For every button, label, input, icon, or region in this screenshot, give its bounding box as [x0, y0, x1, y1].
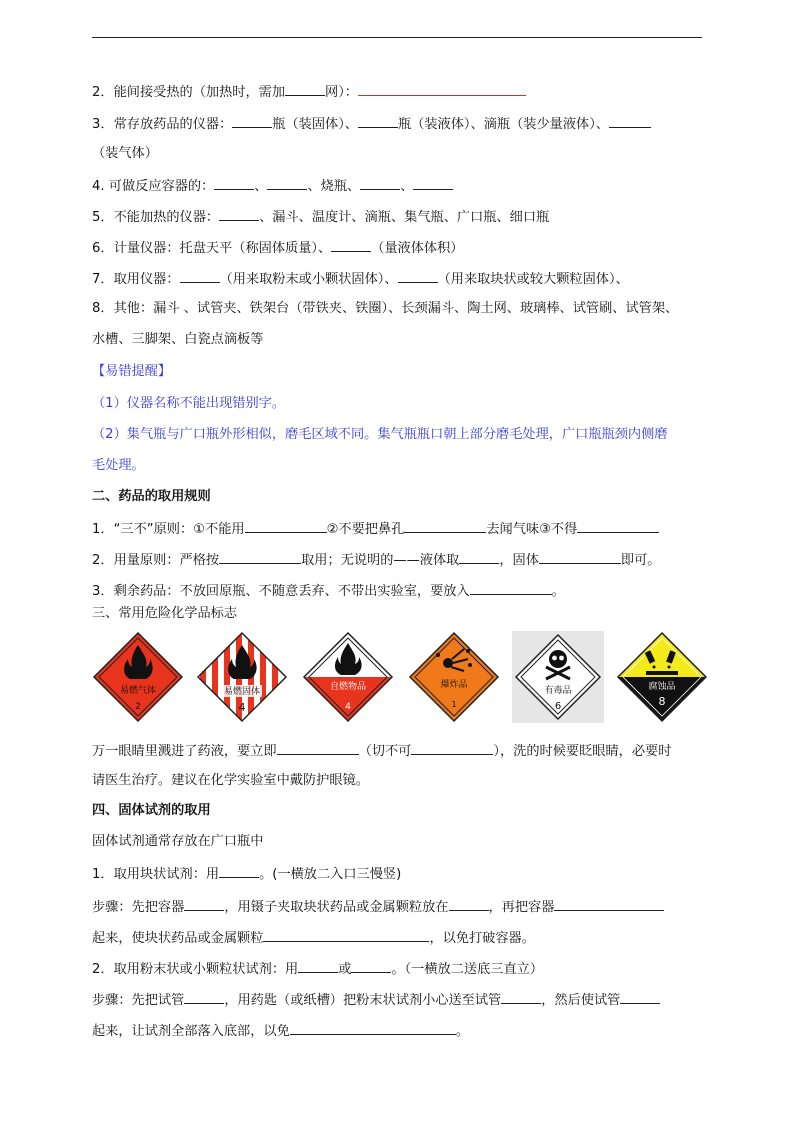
- text: 1．“三不”原则：①不能用: [92, 522, 245, 537]
- text: 起来，让试剂全部落入底部，以免: [92, 1024, 290, 1039]
- rule-3: [92, 580, 565, 602]
- solid-block-steps-cont: [92, 927, 535, 949]
- blank: [404, 518, 486, 533]
- hazard-sign-flammable-gas: [92, 631, 184, 723]
- blank: [290, 1020, 456, 1035]
- section-2-heading: 二、药品的取用规则: [92, 489, 211, 504]
- text: 。: [455, 1024, 469, 1039]
- section-3-heading: 三、常用危险化学品标志: [92, 606, 238, 621]
- tip-2-cont: 毛处理。: [92, 458, 145, 473]
- hazard-label: 爆炸品: [440, 680, 468, 690]
- line-indirect-heat: [92, 81, 526, 103]
- tip-1: （1）仪器名称不能出现错别字。: [92, 396, 286, 411]
- text: （用来取块状或较大颗粒固体）、: [437, 272, 629, 287]
- hazard-label: 易燃固体: [223, 687, 261, 697]
- text: （量液体体积）: [371, 241, 464, 256]
- hazard-class: 4: [345, 702, 351, 712]
- blank: [398, 268, 438, 283]
- blank: [620, 989, 660, 1004]
- hazard-sign-toxic: [512, 631, 604, 723]
- section-4-intro: 固体试剂通常存放在广口瓶中: [92, 834, 264, 849]
- line-storage: [92, 113, 651, 135]
- text: 1．取用块状试剂：用: [92, 867, 220, 882]
- text: 水槽、三脚架、白瓷点滴板等: [92, 332, 264, 347]
- blank: [609, 113, 651, 128]
- blank: [184, 896, 224, 911]
- line-measure: [92, 237, 463, 259]
- text: 。（一横放二送底三直立）: [391, 962, 544, 977]
- solid-powder-steps: [92, 989, 660, 1011]
- blank: [298, 958, 338, 973]
- blank: [219, 206, 259, 221]
- text: ，然后使试管: [541, 993, 621, 1008]
- text: 7．取用仪器：: [92, 272, 180, 287]
- line-other: [92, 299, 678, 319]
- text: 去闻气味③不得: [486, 522, 578, 537]
- tip-2: （2）集气瓶与广口瓶外形相似，磨毛区域不同。集气瓶瓶口朝上部分磨毛处理，广口瓶瓶颈内侧磨: [92, 427, 668, 442]
- blank: [331, 237, 371, 252]
- text: 4. 可做反应容器的：: [92, 179, 215, 194]
- eye-safety-line-cont: 请医生治疗。建议在化学实验室中戴防护眼镜。: [92, 773, 369, 788]
- blank: [413, 175, 453, 190]
- text: 万一眼睛里溅进了药液，要立即: [92, 744, 277, 759]
- text: 瓶（装固体）、: [272, 117, 358, 132]
- text: 瓶（装液体）、滴瓶（装少量液体）、: [397, 117, 609, 132]
- text: ，固体: [499, 553, 539, 568]
- text: （装气体）: [92, 146, 158, 161]
- text: 起来，使块状药品或金属颗粒: [92, 931, 264, 946]
- hazard-sign-corrosive: [616, 631, 708, 723]
- text: 、: [400, 179, 414, 194]
- tip-heading: 【易错提醒】: [92, 364, 172, 379]
- text: 网）：: [325, 85, 358, 100]
- text: 2．取用粉末状或小颗粒状试剂：用: [92, 962, 299, 977]
- blank: [232, 113, 272, 128]
- hazard-label: 有毒品: [544, 686, 572, 696]
- hazard-class: 8: [658, 695, 666, 708]
- hazard-class: 1: [451, 700, 457, 709]
- text: 。(一横放二入口三慢竖): [259, 867, 402, 882]
- text: 。: [551, 584, 565, 599]
- text: 3．剩余药品：不放回原瓶、不随意丢弃、不带出实验室，要放入: [92, 584, 470, 599]
- blank: [219, 549, 301, 564]
- blank: [277, 740, 359, 755]
- blank: [214, 175, 254, 190]
- text: 步骤：先把容器: [92, 900, 185, 915]
- line-storage-cont: [92, 144, 158, 164]
- header-rule: [92, 37, 702, 38]
- text: 即可。: [620, 553, 661, 568]
- hazard-class: 6: [554, 701, 562, 712]
- text: 、: [254, 179, 268, 194]
- text: ，以免打破容器。: [429, 931, 535, 946]
- blank: [285, 81, 325, 96]
- blank: [184, 989, 224, 1004]
- rule-1: [92, 518, 659, 540]
- solid-powder-steps-cont: [92, 1020, 469, 1042]
- text: 6．计量仪器：托盘天平（称固体质量）、: [92, 241, 332, 256]
- text: 取用；无说明的——液体取: [301, 553, 460, 568]
- text: 2．能间接受热的（加热时，需加: [92, 85, 286, 100]
- hazard-signs: [92, 631, 712, 726]
- hazard-sign-flammable-solid: [196, 631, 288, 723]
- text: ，用药匙（或纸槽）把粉末状试剂小心送至试管: [224, 993, 502, 1008]
- blank: [470, 580, 552, 595]
- rule-2: [92, 549, 660, 571]
- text: 步骤：先把试管: [92, 993, 185, 1008]
- hazard-sign-spontaneous-combustion: [302, 631, 394, 723]
- solid-powder-line: [92, 958, 543, 980]
- eye-safety-line: [92, 740, 671, 762]
- hazard-class: 4: [238, 701, 246, 714]
- text: 3．常存放药品的仪器：: [92, 117, 233, 132]
- blank: [539, 549, 621, 564]
- text: 、漏斗、温度计、滴瓶、集气瓶、广口瓶、细口瓶: [259, 210, 550, 225]
- blank: [358, 81, 526, 96]
- blank: [180, 268, 220, 283]
- blank: [267, 175, 307, 190]
- blank: [501, 989, 541, 1004]
- blank: [577, 518, 659, 533]
- hazard-sign-explosive: [408, 631, 500, 723]
- section-4-heading: 四、固体试剂的取用: [92, 803, 211, 818]
- text: ②不要把鼻孔: [326, 522, 405, 537]
- blank: [245, 518, 327, 533]
- hazard-class: 2: [135, 702, 141, 712]
- blank: [358, 113, 398, 128]
- line-reaction: [92, 175, 453, 197]
- blank: [263, 927, 429, 942]
- solid-block-line: [92, 863, 401, 885]
- text: 、烧瓶、: [307, 179, 361, 194]
- blank: [411, 740, 493, 755]
- solid-block-steps: [92, 896, 664, 918]
- text: 2．用量原则：严格按: [92, 553, 220, 568]
- hazard-label: 易燃气体: [119, 686, 157, 696]
- blank: [351, 958, 391, 973]
- blank: [219, 863, 259, 878]
- text: 5．不能加热的仪器：: [92, 210, 220, 225]
- blank: [449, 896, 489, 911]
- text: ，用镊子夹取块状药品或金属颗粒放在: [224, 900, 449, 915]
- text: 8．其他：漏斗 、试管夹、铁架台（带铁夹、铁圈）、长颈漏斗、陶土网、玻璃棒、试管刷、试管架、: [92, 301, 679, 316]
- text: 或: [338, 962, 352, 977]
- blank: [360, 175, 400, 190]
- hazard-label: 自燃物品: [329, 682, 367, 692]
- text: （切不可: [358, 744, 412, 759]
- line-take: [92, 268, 629, 290]
- text: ，再把容器: [488, 900, 555, 915]
- blank: [459, 549, 499, 564]
- line-no-heat: [92, 206, 549, 228]
- hazard-label: 腐蚀品: [648, 682, 676, 692]
- text: ），洗的时候要眨眼睛，必要时: [493, 744, 672, 759]
- text: （用来取粉末或小颗状固体）、: [219, 272, 398, 287]
- line-other-cont: [92, 330, 263, 350]
- blank: [554, 896, 664, 911]
